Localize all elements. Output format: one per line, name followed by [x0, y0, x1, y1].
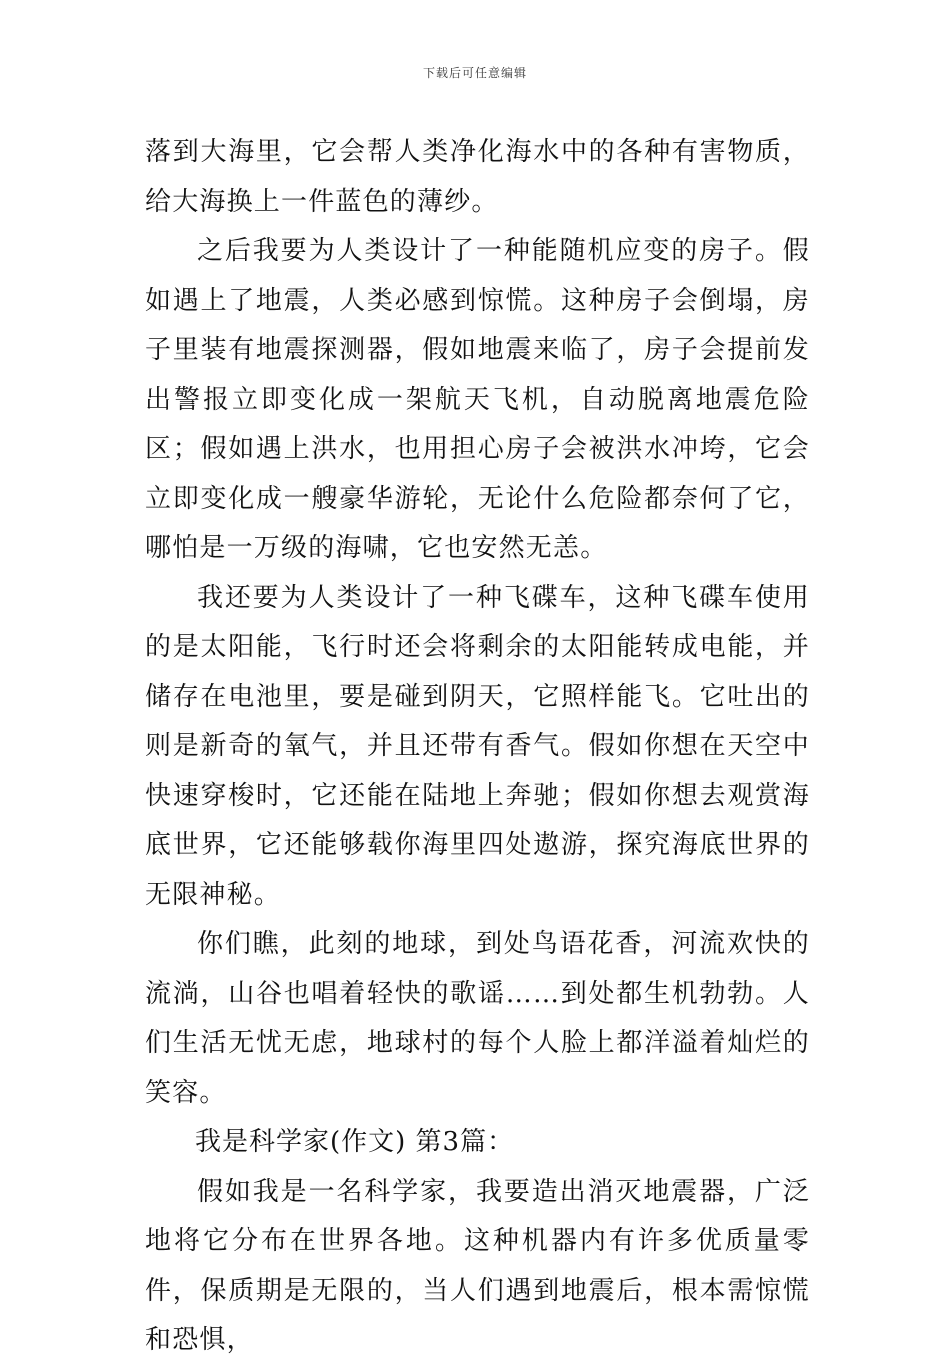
page-header: 下载后可任意编辑 [422, 66, 527, 80]
paragraph-5: 假如我是一名科学家，我要造出消灭地震器，广泛地将它分布在世界各地。这种机器内有许多优质量零件，保质期是无限的，当人们遇到地震后，根本需惊慌和恐惧， [145, 1176, 810, 1355]
paragraph-3: 我还要为人类设计了一种飞碟车，这种飞碟车使用的是太阳能，飞行时还会将剩余的太阳能转成电能，并储存在电池里，要是碰到阴天，它照样能飞。它吐出的则是新奇的氧气，并且还带有香气。假如你想在天空中快速穿梭时，它还能在陆地上奔驰；假如你想去观赏海底世界，它还能够载你海里四处遨游，探究海底世界的无限神秘。 [145, 582, 810, 910]
paragraph-2: 之后我要为人类设计了一种能随机应变的房子。假如遇上了地震，人类必感到惊慌。这种房子会倒塌，房子里装有地震探测器，假如地震来临了，房子会提前发出警报立即变化成一架航天飞机，自动脱离地震危险区；假如遇上洪水，也用担心房子会被洪水冲垮，它会立即变化成一艘豪华游轮，无论什么危险都奈何了它，哪怕是一万级的海啸，它也安然无恙。 [145, 236, 810, 563]
document-body [145, 128, 810, 1366]
section-heading: 我是科学家(作文) 第3篇： [195, 1127, 515, 1157]
paragraph-4: 你们瞧，此刻的地球，到处鸟语花香，河流欢快的流淌，山谷也唱着轻快的歌谣……到处都生机勃勃。人们生活无忧无虑，地球村的每个人脸上都洋溢着灿烂的笑容。 [145, 929, 810, 1108]
paragraph-1: 落到大海里，它会帮人类净化海水中的各种有害物质，给大海换上一件蓝色的薄纱。 [145, 137, 810, 217]
